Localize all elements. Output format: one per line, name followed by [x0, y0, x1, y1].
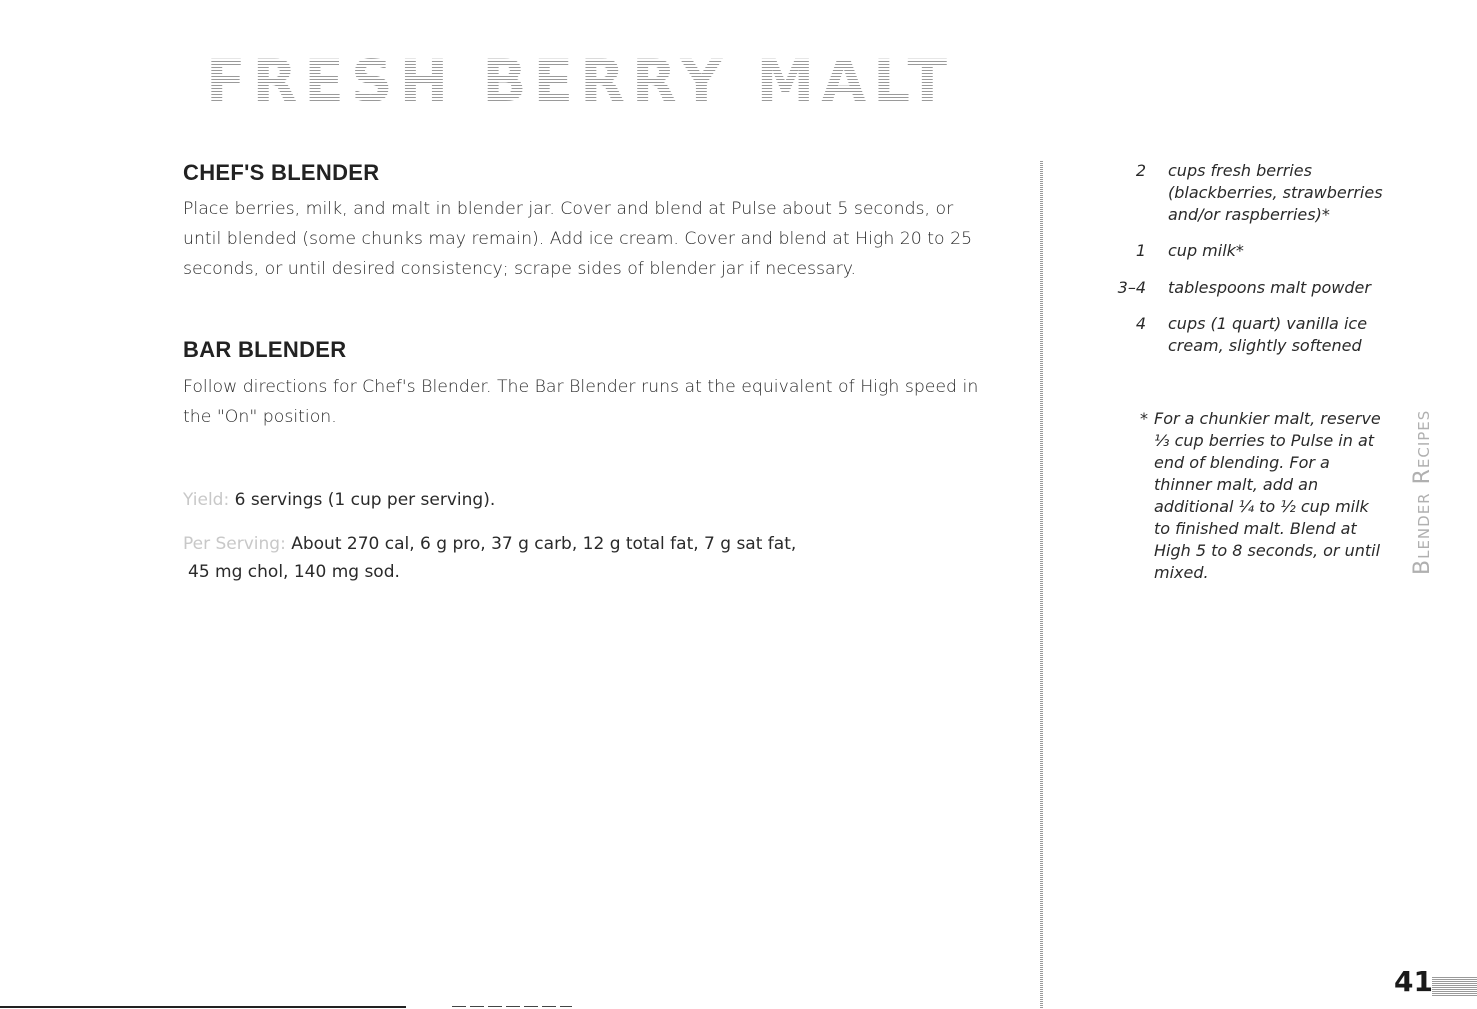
ingredient-description: cups fresh berries (blackberries, strawberries and/or raspberries)* [1168, 161, 1383, 224]
per-serving-line-2: 45 mg chol, 140 mg sod. [188, 562, 400, 582]
yield-value: 6 servings (1 cup per serving). [234, 490, 496, 510]
ingredient-quantity: 4 [1135, 314, 1146, 333]
ingredient-quantity: 3–4 [1117, 278, 1146, 297]
footnote-text: For a chunkier malt, reserve ⅓ cup berries to Pulse in at end of blending. For a thinner malt, add an additional ¼ to ½ cup milk to finished malt. Blend at High 5 to 8 seconds, or until mixed. [1154, 409, 1381, 582]
footnote [1140, 408, 1384, 584]
ingredient-description: tablespoons malt powder [1168, 278, 1371, 297]
ingredient-description: cup milk* [1168, 241, 1244, 260]
ingredient-quantity: 1 [1135, 241, 1146, 260]
yield-label: Yield: [183, 490, 230, 510]
per-serving-label: Per Serving: [183, 534, 286, 554]
chefs-blender-heading: CHEF'S BLENDER [183, 160, 380, 185]
section-side-label: Blender Recipes [1410, 409, 1435, 575]
page-number-band [1432, 976, 1477, 996]
bottom-rule [0, 1006, 406, 1008]
per-serving-value: About 270 cal, 6 g pro, 37 g carb, 12 g total fat, 7 g sat fat, [291, 534, 797, 554]
bar-blender-heading: BAR BLENDER [183, 337, 347, 362]
yield-line [183, 483, 495, 517]
page-number: 41 [1394, 965, 1433, 998]
footnote-mark: * [1140, 409, 1148, 428]
recipe-title: FRESH BERRY MALT [0, 52, 1160, 110]
bottom-rule-dashed [452, 1006, 572, 1007]
bar-blender-instructions: Follow directions for Chef's Blender. The Bar Blender runs at the equivalent of High speed in the "On" position. [183, 377, 979, 427]
ingredient-description: cups (1 quart) vanilla ice cream, slightly softened [1168, 314, 1368, 355]
column-divider [1040, 160, 1043, 1008]
chefs-blender-instructions: Place berries, milk, and malt in blender jar. Cover and blend at Pulse about 5 seconds, or until blended (some chunks may remain). Add ice cream. Cover and blend at High 20 to 25 seconds, or until desired consistency; scrape sides of blender jar if necessary. [183, 199, 973, 279]
ingredient-quantity: 2 [1135, 161, 1146, 180]
